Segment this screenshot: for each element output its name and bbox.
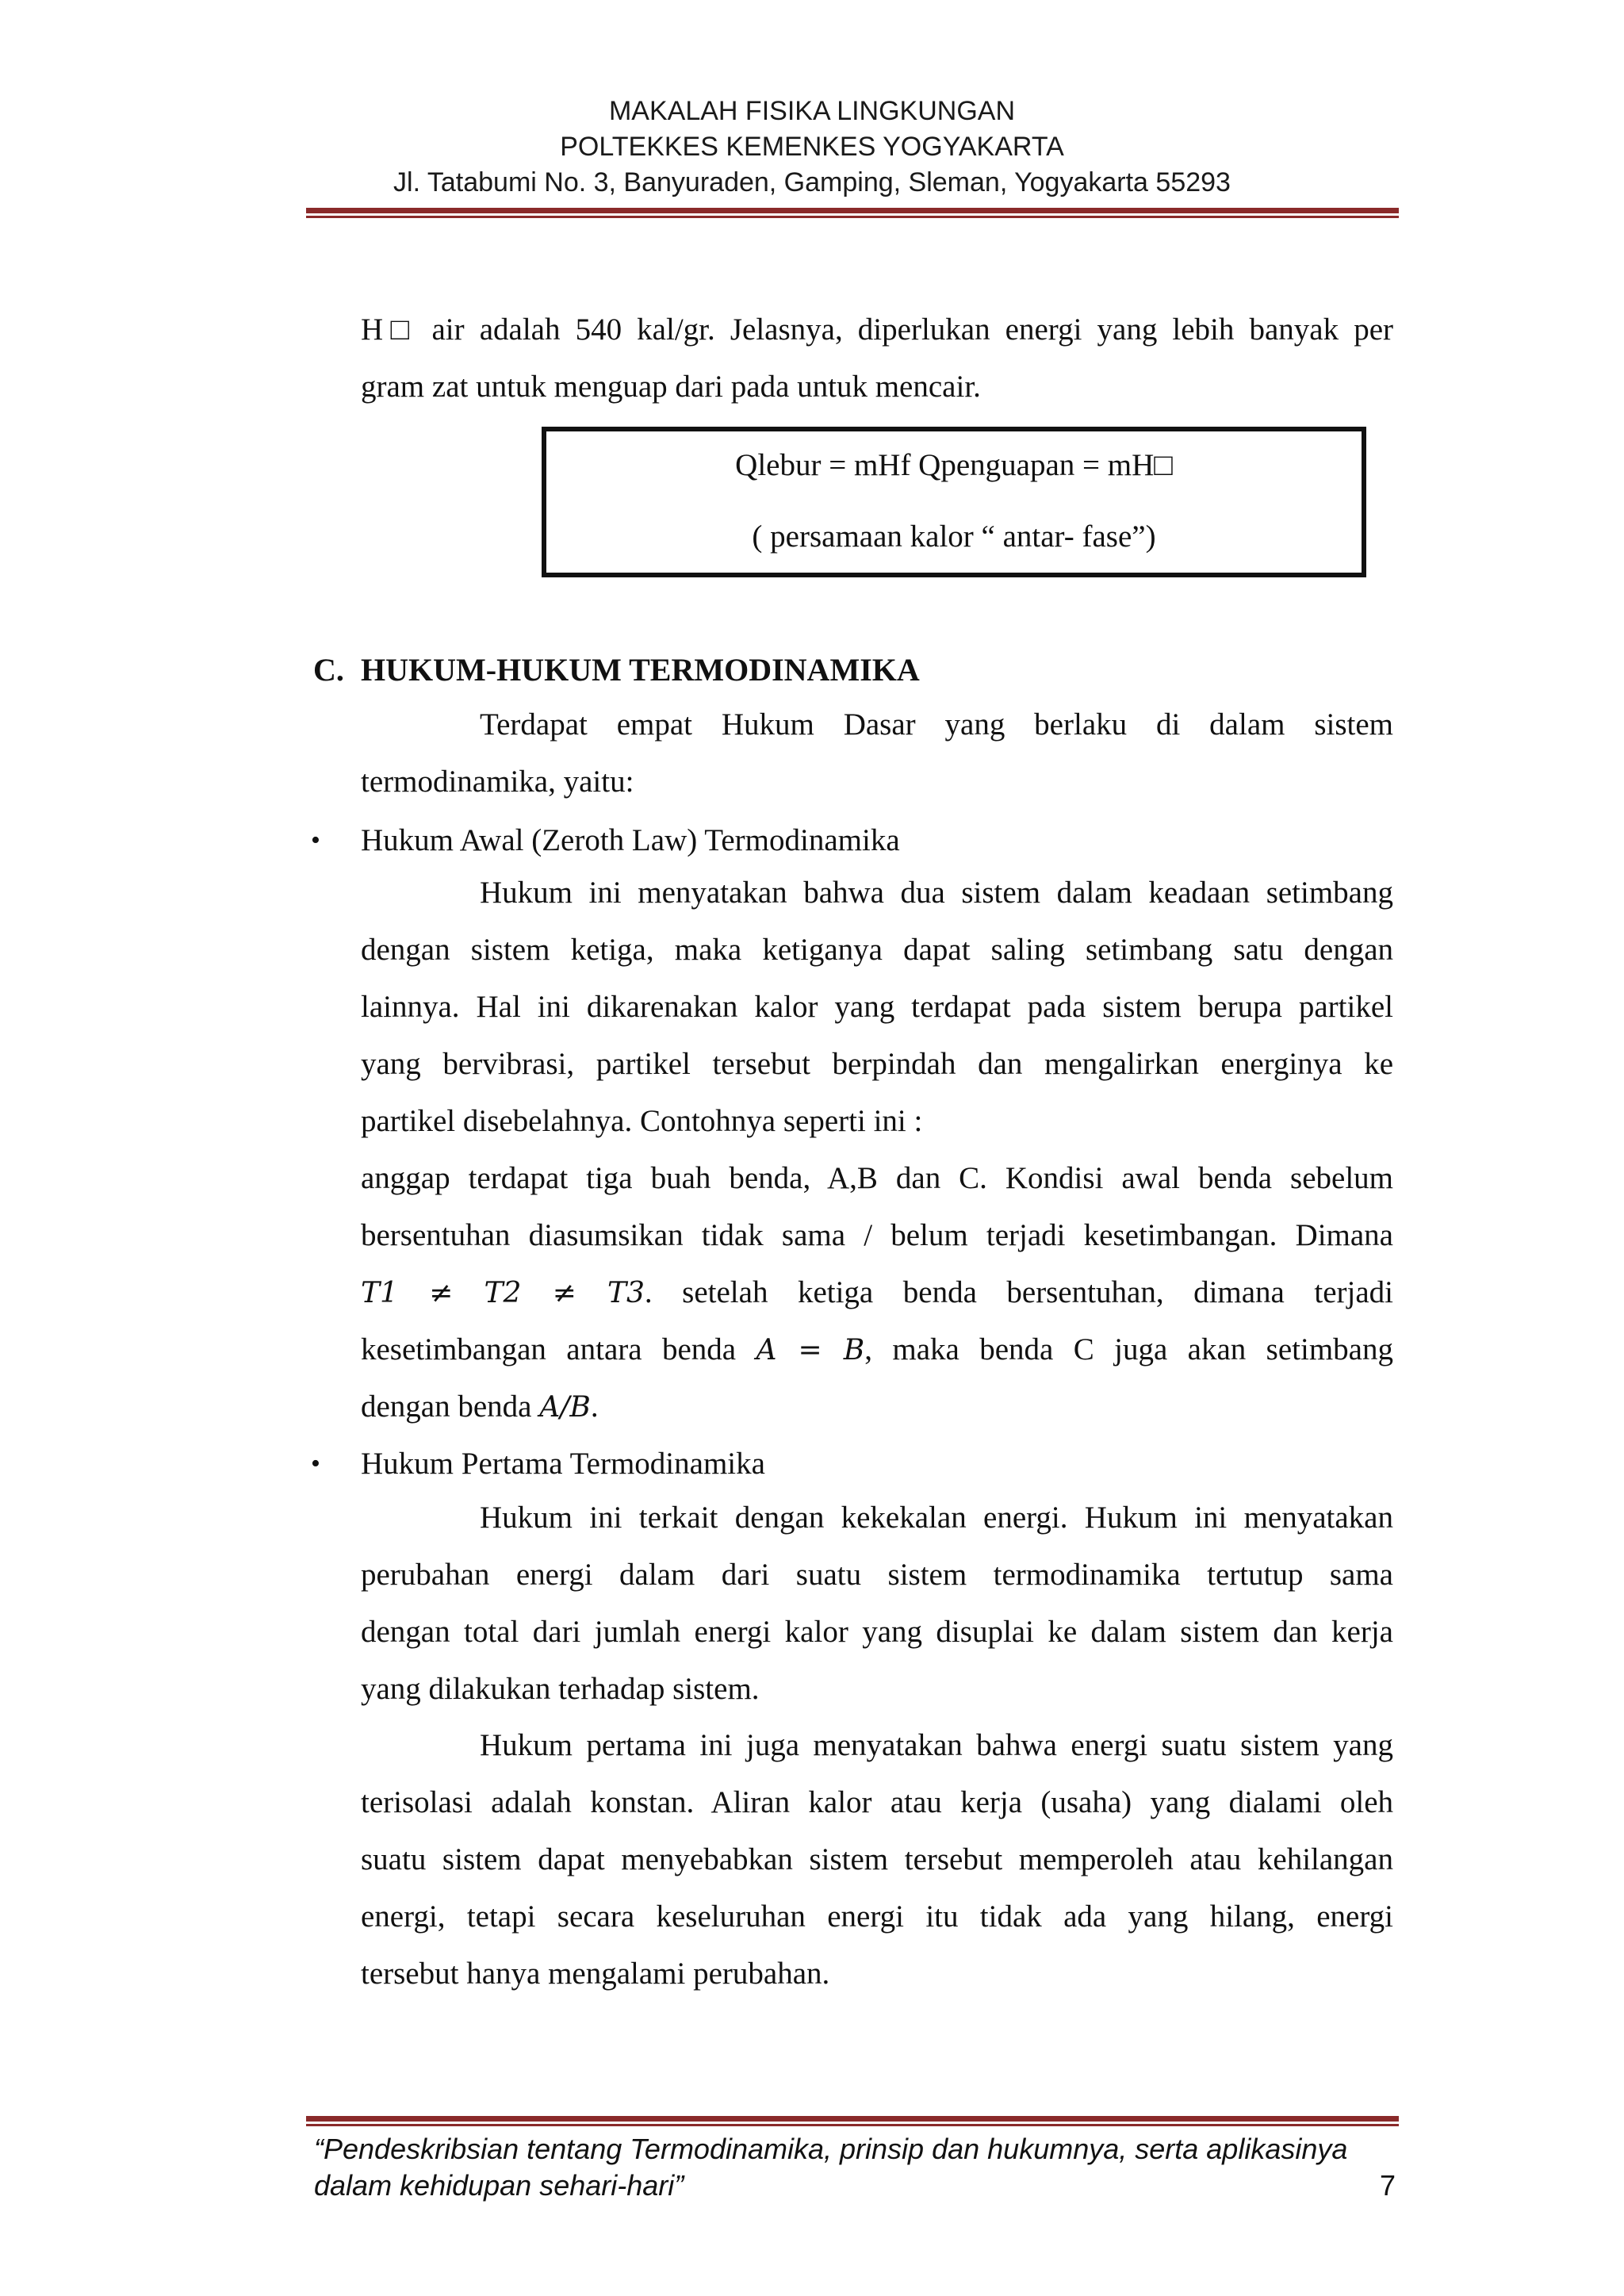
intro-paragraph — [361, 301, 1393, 416]
math-equality: A = B — [756, 1334, 865, 1366]
text-line: H□ air adalah 540 kal/gr. Jelasnya, diperlukan energi yang lebih banyak per — [361, 312, 1393, 347]
section-number: C. — [313, 652, 344, 688]
text-line: Hukum pertama ini juga menyatakan bahwa energi suatu sistem yang — [480, 1728, 1393, 1762]
text-line: Terdapat empat Hukum Dasar yang berlaku di dalam sistem — [480, 707, 1393, 742]
page-header — [0, 94, 1624, 201]
text-line: Hukum ini menyatakan bahwa dua sistem dalam keadaan setimbang — [480, 876, 1393, 910]
page-footer — [314, 2131, 1347, 2204]
section-title: HUKUM-HUKUM TERMODINAMIKA — [361, 652, 920, 688]
text-line: dengan sistem ketiga, maka ketiganya dapat saling setimbang satu dengan — [361, 933, 1393, 967]
bullet-marker: • — [311, 1449, 320, 1478]
header-divider — [306, 208, 1399, 218]
zeroth-law-paragraph — [361, 864, 1393, 1150]
header-title: MAKALAH FISIKA LINGKUNGAN — [608, 96, 1016, 126]
equation-formula: Qlebur = mHf Qpenguapan = mH□ — [735, 448, 1173, 482]
text-line: gram zat untuk menguap dari pada untuk mencair. — [361, 370, 981, 404]
text-line: T1 ≠ T2 ≠ T3. setelah ketiga benda bersentuhan, dimana terjadi — [361, 1275, 1393, 1309]
text-line: bersentuhan diasumsikan tidak sama / belum terjadi kesetimbangan. Dimana — [361, 1218, 1393, 1252]
math-temperature-inequality: T1 ≠ T2 ≠ T3 — [361, 1277, 645, 1309]
first-law-paragraph-2 — [361, 1717, 1393, 2003]
text-line: anggap terdapat tiga buah benda, A,B dan C. Kondisi awal benda sebelum — [361, 1161, 1393, 1195]
text-line: dengan benda A/B. — [361, 1389, 599, 1424]
footer-title-line1: “Pendeskribsian tentang Termodinamika, prinsip dan hukumnya, serta aplikasinya — [314, 2133, 1348, 2165]
section-intro-paragraph — [361, 696, 1393, 811]
text-line: kesetimbangan antara benda A = B, maka benda C juga akan setimbang — [361, 1332, 1393, 1366]
first-law-paragraph — [361, 1489, 1393, 1718]
text-line: perubahan energi dalam dari suatu sistem termodinamika tertutup sama — [361, 1558, 1393, 1592]
header-institution: POLTEKKES KEMENKES YOGYAKARTA — [560, 132, 1064, 162]
math-fraction: A/B — [539, 1391, 591, 1424]
text-line: yang bervibrasi, partikel tersebut berpindah dan mengalirkan energinya ke — [361, 1047, 1393, 1081]
text-line: lainnya. Hal ini dikarenakan kalor yang terdapat pada sistem berupa partikel — [361, 990, 1393, 1024]
equation-caption: ( persamaan kalor “ antar- fase”) — [752, 519, 1156, 554]
bullet-title-first-law: Hukum Pertama Termodinamika — [361, 1447, 765, 1481]
text-line: partikel disebelahnya. Contohnya seperti ini : — [361, 1104, 923, 1138]
bullet-marker: • — [311, 826, 320, 855]
header-address: Jl. Tatabumi No. 3, Banyuraden, Gamping, Sleman, Yogyakarta 55293 — [393, 167, 1231, 197]
equation-box — [542, 427, 1366, 577]
section-heading — [313, 646, 920, 694]
footer-title-line2: dalam kehidupan sehari-hari” — [314, 2169, 684, 2202]
text-line: suatu sistem dapat menyebabkan sistem tersebut memperoleh atau kehilangan — [361, 1842, 1393, 1876]
text-line: terisolasi adalah konstan. Aliran kalor atau kerja (usaha) yang dialami oleh — [361, 1785, 1393, 1819]
page-number: 7 — [1380, 2169, 1396, 2202]
text-line: yang dilakukan terhadap sistem. — [361, 1672, 760, 1706]
bullet-title-zeroth-law: Hukum Awal (Zeroth Law) Termodinamika — [361, 823, 900, 857]
zeroth-law-example-paragraph — [361, 1150, 1393, 1435]
text-line: termodinamika, yaitu: — [361, 765, 634, 799]
text-line: energi, tetapi secara keseluruhan energi itu tidak ada yang hilang, energi — [361, 1899, 1393, 1934]
text-line: dengan total dari jumlah energi kalor yang disuplai ke dalam sistem dan kerja — [361, 1615, 1393, 1649]
footer-divider — [306, 2116, 1399, 2126]
text-line: tersebut hanya mengalami perubahan. — [361, 1957, 830, 1991]
text-line: Hukum ini terkait dengan kekekalan energi. Hukum ini menyatakan — [480, 1501, 1393, 1535]
